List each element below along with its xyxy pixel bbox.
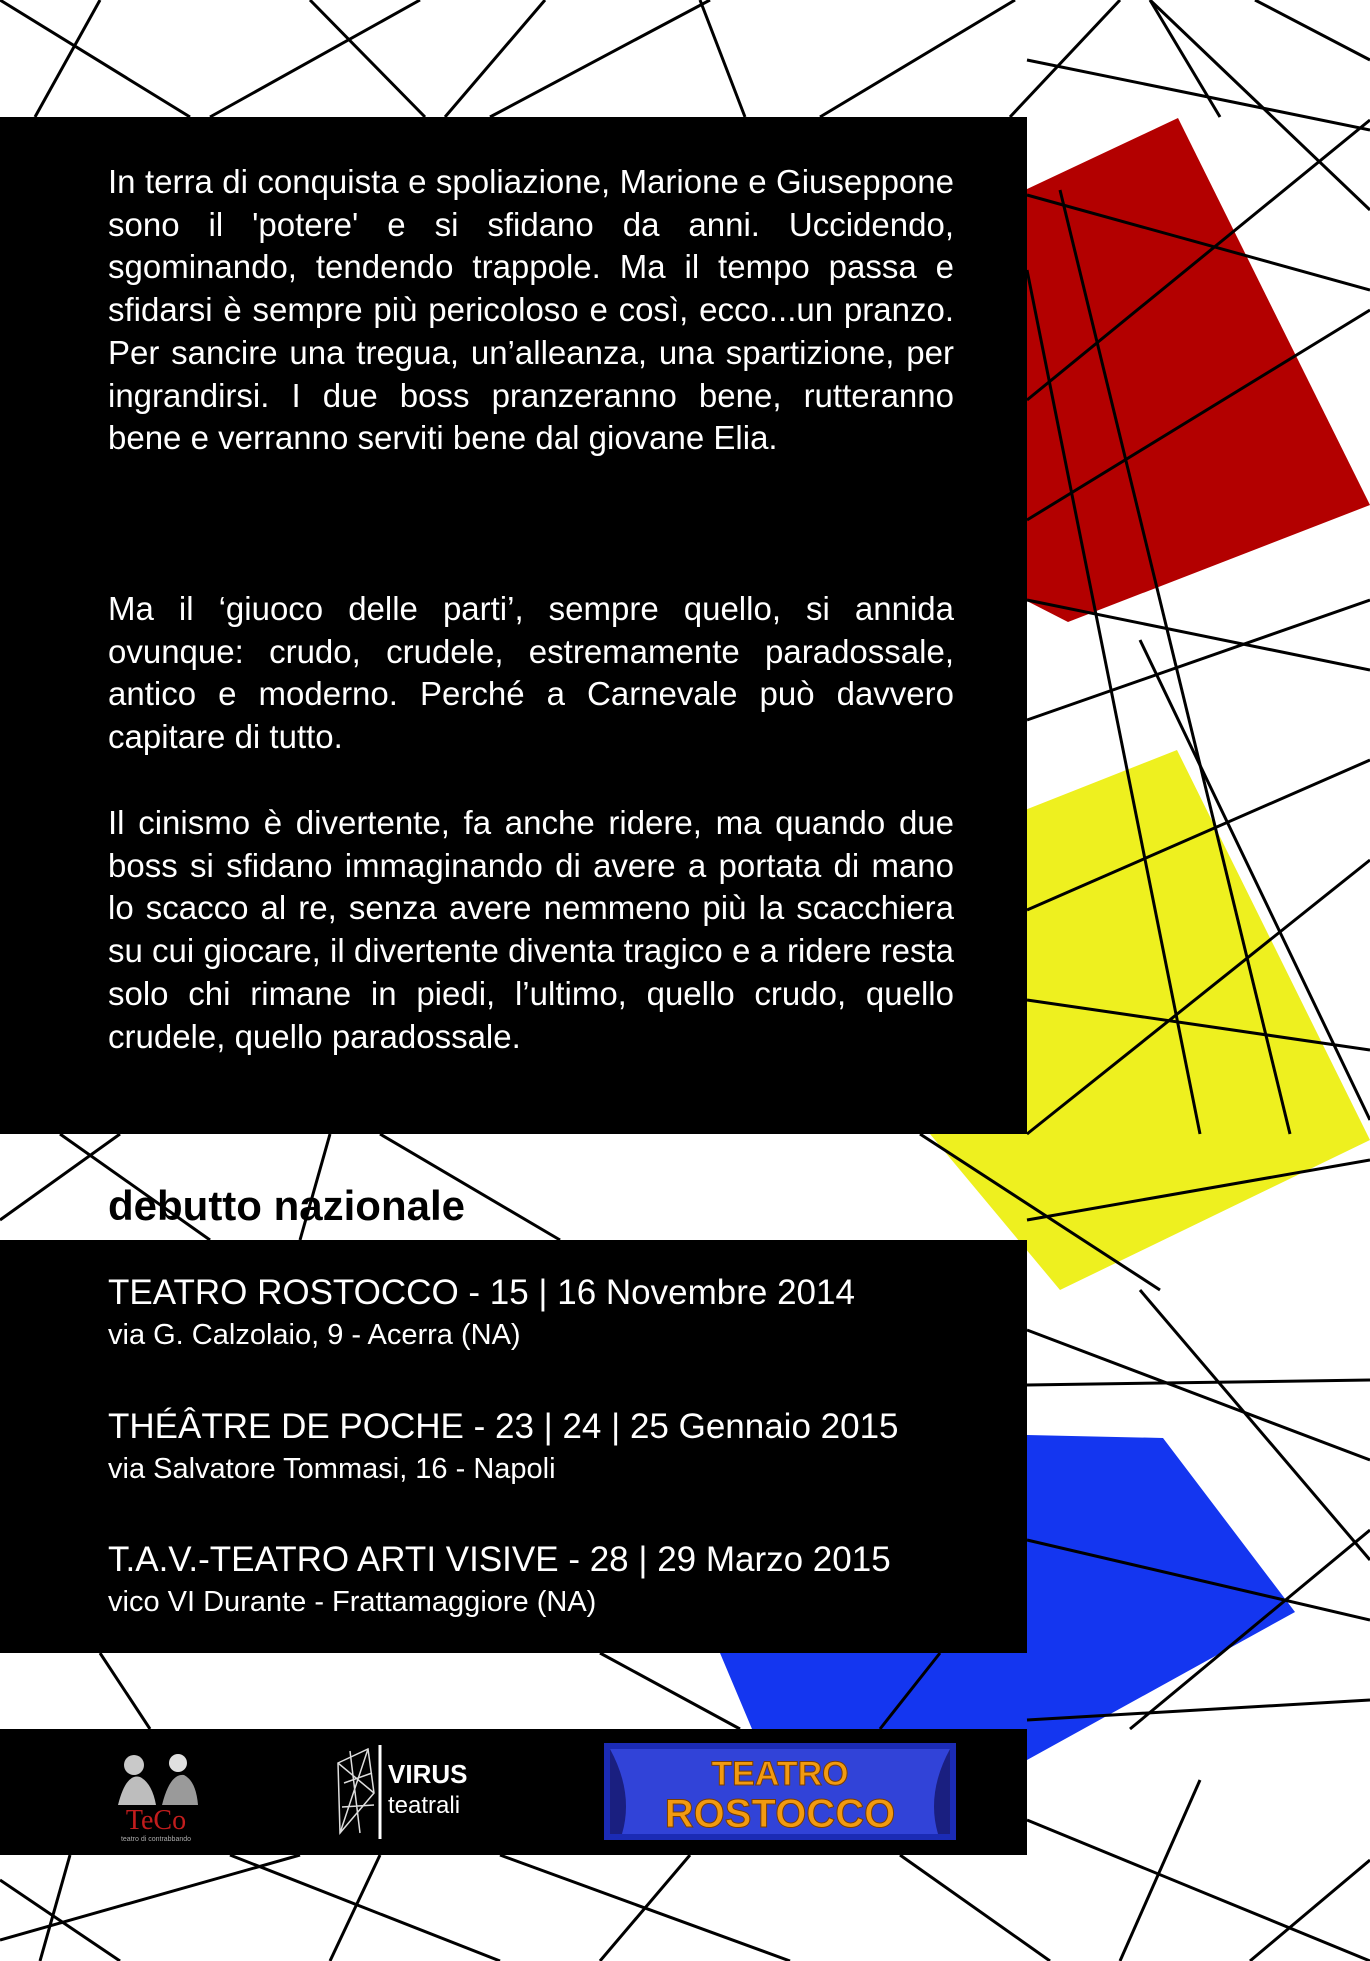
- teco-subtitle: teatro di contrabbando: [120, 1836, 192, 1843]
- synopsis-paragraph-1: In terra di conquista e spoliazione, Marione e Giuseppone sono il 'potere' e si sfidano da anni. Uccidendo, sgominando, tendendo trappole. Ma il tempo passa e sfidarsi è sempre più pericoloso e così, ecco...un pranzo. Per sancire una tregua, un’alleanza, una spartizione, per ingrandirsi. I due boss pranzeranno bene, rutteranno bene e verranno serviti bene dal giovane Elia.: [108, 163, 954, 457]
- venue-name: THÉÂTRE DE POCHE -: [108, 1407, 486, 1446]
- rostocco-title-top: TEATRO: [711, 1755, 849, 1793]
- virus-subtitle: teatrali: [388, 1792, 461, 1819]
- synopsis-paragraph-2: Ma il ‘giuoco delle parti’, sempre quello, si annida ovunque: crudo, crudele, estremamente paradossale, antico e moderno. Perché a Carnevale può davvero capitare di tutto.: [108, 590, 954, 756]
- venue-dates: 28 | 29 Marzo 2015: [589, 1540, 891, 1579]
- rostocco-title-bottom: ROSTOCCO: [664, 1792, 896, 1836]
- venue-address: vico VI Durante - Frattamaggiore (NA): [108, 1586, 597, 1618]
- debut-heading: debutto nazionale: [108, 1182, 465, 1229]
- virus-title: VIRUS: [388, 1759, 468, 1789]
- virus-logo: [330, 1743, 470, 1841]
- venue-address: via Salvatore Tommasi, 16 - Napoli: [108, 1453, 556, 1485]
- dates-panel: [0, 1240, 1027, 1653]
- venue-name: T.A.V.-TEATRO ARTI VISIVE -: [108, 1540, 580, 1579]
- venue-item: [108, 1405, 1008, 1489]
- venue-dates: 15 | 16 Novembre 2014: [489, 1273, 855, 1312]
- teco-logo: [104, 1743, 208, 1843]
- venue-dates: 23 | 24 | 25 Gennaio 2015: [495, 1407, 899, 1446]
- logos-bar: [0, 1729, 1027, 1855]
- venue-item: [108, 1538, 1008, 1622]
- teatro-rostocco-logo: [604, 1743, 956, 1840]
- red-square: [1025, 118, 1370, 622]
- synopsis-panel: [0, 117, 1027, 1134]
- synopsis-paragraph-3: Il cinismo è divertente, fa anche ridere, ma quando due boss si sfidano immaginando di avere a portata di mano lo scacco al re, senza avere nemmeno più la scacchiera su cui giocare, il divertente diventa tragico e a ridere resta solo chi rimane in piedi, l’ultimo, quello crudo, quello crudele, quello paradossale.: [108, 804, 954, 1055]
- teco-name: TeCo: [125, 1805, 187, 1836]
- venue-name: TEATRO ROSTOCCO -: [108, 1273, 481, 1312]
- venue-item: [108, 1271, 1008, 1355]
- venue-address: via G. Calzolaio, 9 - Acerra (NA): [108, 1319, 521, 1351]
